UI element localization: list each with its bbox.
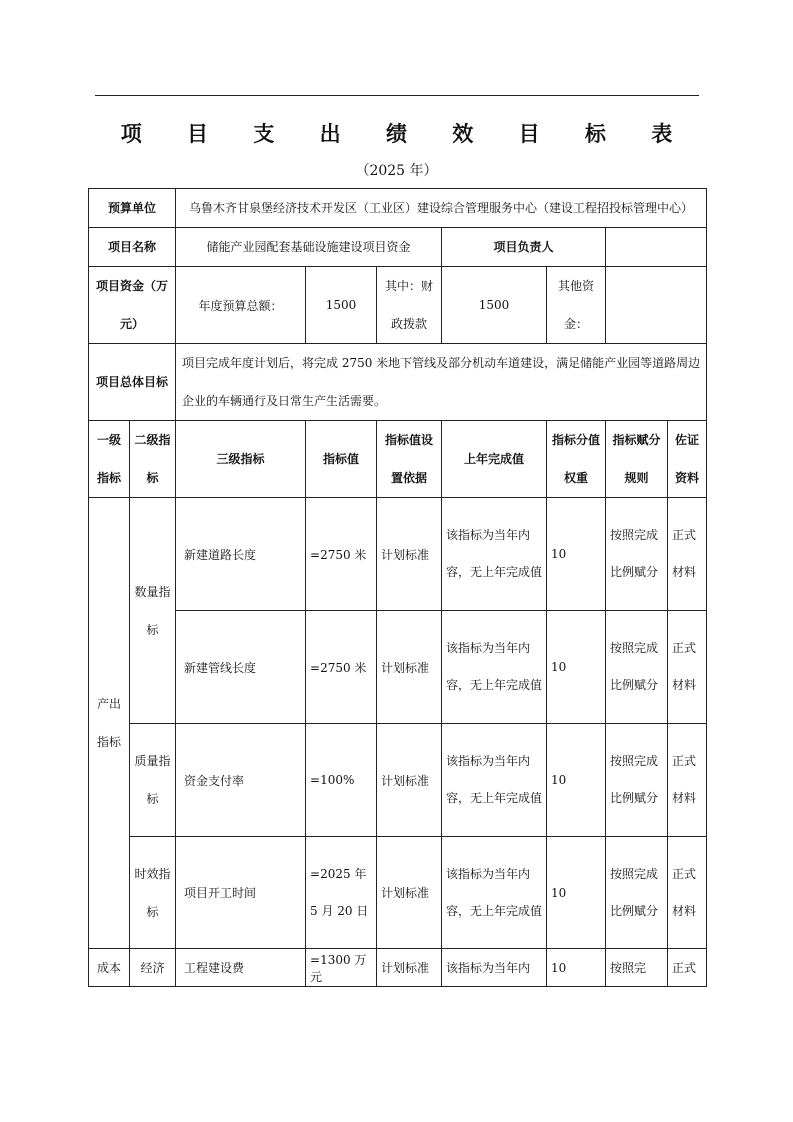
table-row (89, 837, 707, 949)
row-evidence: 正式材料 (668, 611, 707, 724)
header-level1: 一级指标 (89, 421, 130, 498)
header-level2: 二级指标 (130, 421, 176, 498)
row-rule: 按照完成比例赋分 (606, 611, 668, 724)
annual-budget-label: 年度预算总额： (176, 267, 306, 344)
row-last-year: 该指标为当年内容，无上年完成值 (442, 724, 547, 837)
other-funds-value (606, 267, 707, 344)
project-name-label: 项目名称 (89, 228, 176, 267)
header-last-year: 上年完成值 (442, 421, 547, 498)
table-row (89, 949, 707, 987)
header-weight: 指标分值权重 (547, 421, 606, 498)
row-value: =2025 年 5 月 20 日 (306, 837, 377, 949)
project-leader-label: 项目负责人 (442, 228, 606, 267)
row-basis: 计划标准 (377, 611, 442, 724)
table-row (89, 498, 707, 611)
table-row (89, 724, 707, 837)
row-rule: 按照完成比例赋分 (606, 837, 668, 949)
column-headers-row (89, 421, 707, 498)
header-evidence: 佐证资料 (668, 421, 707, 498)
row-value: =2750 米 (306, 498, 377, 611)
project-name-value: 储能产业园配套基础设施建设项目资金 (176, 228, 442, 267)
row-weight: 10 (547, 498, 606, 611)
row-evidence: 正式材料 (668, 724, 707, 837)
budget-unit-row (89, 189, 707, 228)
group-output: 产出指标 (89, 498, 130, 949)
group-economic: 经济 (130, 949, 176, 987)
row-evidence: 正式材料 (668, 498, 707, 611)
row-rule: 按照完成比例赋分 (606, 498, 668, 611)
goal-row (89, 344, 707, 421)
header-basis: 指标值设置依据 (377, 421, 442, 498)
other-funds-label: 其他资金： (547, 267, 606, 344)
row-name: 项目开工时间 (176, 837, 306, 949)
row-name: 工程建设费 (176, 949, 306, 987)
row-weight: 10 (547, 724, 606, 837)
group-quantity: 数量指标 (130, 498, 176, 724)
funds-row (89, 267, 707, 344)
row-name: 新建道路长度 (176, 498, 306, 611)
row-weight: 10 (547, 611, 606, 724)
performance-table (88, 188, 707, 987)
table-row (89, 611, 707, 724)
goal-label: 项目总体目标 (89, 344, 176, 421)
page-title: 项 目 支 出 绩 效 目 标 表 (120, 122, 692, 146)
row-last-year: 该指标为当年内容，无上年完成值 (442, 498, 547, 611)
row-last-year: 该指标为当年内容，无上年完成值 (442, 837, 547, 949)
row-rule: 按照完成比例赋分 (606, 724, 668, 837)
row-last-year: 该指标为当年内容，无上年完成值 (442, 611, 547, 724)
annual-budget-value: 1500 (306, 267, 377, 344)
row-last-year: 该指标为当年内 (442, 949, 547, 987)
group-quality: 质量指标 (130, 724, 176, 837)
row-value: =1300 万元 (306, 949, 377, 987)
project-leader-value (606, 228, 707, 267)
row-evidence: 正式 (668, 949, 707, 987)
row-evidence: 正式材料 (668, 837, 707, 949)
funds-label: 项目资金（万元） (89, 267, 176, 344)
header-value: 指标值 (306, 421, 377, 498)
budget-unit-value: 乌鲁木齐甘泉堡经济技术开发区（工业区）建设综合管理服务中心（建设工程招投标管理中心） (176, 189, 707, 228)
row-basis: 计划标准 (377, 949, 442, 987)
row-basis: 计划标准 (377, 724, 442, 837)
year-subtitle: （2025 年） (355, 163, 438, 179)
row-rule: 按照完 (606, 949, 668, 987)
row-weight: 10 (547, 837, 606, 949)
budget-unit-label: 预算单位 (89, 189, 176, 228)
row-name: 新建管线长度 (176, 611, 306, 724)
row-basis: 计划标准 (377, 837, 442, 949)
goal-value: 项目完成年度计划后，将完成 2750 米地下管线及部分机动车道建设，满足储能产业园等道路周边企业的车辆通行及日常生产生活需要。 (176, 344, 707, 421)
header-rule: 指标赋分规则 (606, 421, 668, 498)
row-value: =100% (306, 724, 377, 837)
project-name-row (89, 228, 707, 267)
header-level3: 三级指标 (176, 421, 306, 498)
row-basis: 计划标准 (377, 498, 442, 611)
row-weight: 10 (547, 949, 606, 987)
fiscal-value: 1500 (442, 267, 547, 344)
row-name: 资金支付率 (176, 724, 306, 837)
row-value: =2750 米 (306, 611, 377, 724)
group-timeliness: 时效指标 (130, 837, 176, 949)
fiscal-label: 其中：财政拨款 (377, 267, 442, 344)
group-cost: 成本 (89, 949, 130, 987)
header-rule (95, 95, 699, 96)
